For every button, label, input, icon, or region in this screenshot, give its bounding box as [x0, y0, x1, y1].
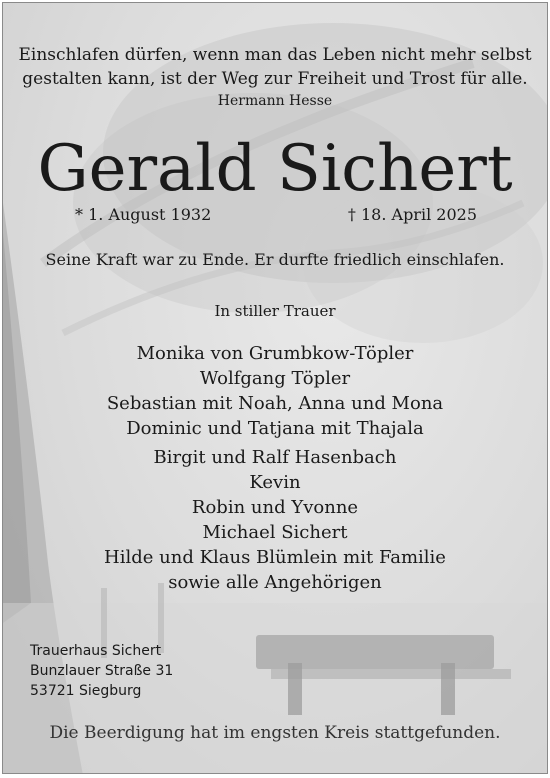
- mourner: Sebastian mit Noah, Anna und Mona: [106, 393, 444, 414]
- quote-line: gestalten kann, ist der Weg zur Freiheit und Trost für alle.: [22, 69, 528, 89]
- mourning-intro: In stiller Trauer: [214, 302, 336, 320]
- statement: Seine Kraft war zu Ende. Er durfte friedlich einschlafen.: [45, 250, 505, 269]
- birth-date: * 1. August 1932: [75, 205, 212, 224]
- mourner: Robin und Yvonne: [191, 497, 359, 518]
- mourner: Birgit und Ralf Hasenbach: [153, 447, 397, 468]
- mourner: Monika von Grumbkow-Töpler: [136, 343, 414, 364]
- obituary-notice: [2, 2, 548, 774]
- death-date: † 18. April 2025: [347, 205, 477, 224]
- mourner: Kevin: [249, 472, 301, 493]
- mourner: sowie alle Angehörigen: [168, 572, 382, 593]
- quote: [3, 43, 547, 91]
- mourners-list: [3, 341, 547, 595]
- mourner: Wolfgang Töpler: [199, 368, 351, 389]
- address-line: Bunzlauer Straße 31: [30, 663, 174, 679]
- mourner: Dominic und Tatjana mit Thajala: [126, 418, 424, 439]
- quote-line: Einschlafen dürfen, wenn man das Leben nicht mehr selbst: [18, 45, 532, 65]
- mourner: Hilde und Klaus Blümlein mit Familie: [104, 547, 446, 568]
- quote-author: Hermann Hesse: [217, 93, 333, 109]
- address-line: 53721 Siegburg: [30, 683, 142, 699]
- address-line: Trauerhaus Sichert: [30, 643, 162, 659]
- funeral-note: Die Beerdigung hat im engsten Kreis stattgefunden.: [49, 723, 501, 743]
- mourning-address: [30, 641, 173, 701]
- deceased-name: Gerald Sichert: [37, 132, 513, 206]
- mourner: Michael Sichert: [202, 522, 348, 543]
